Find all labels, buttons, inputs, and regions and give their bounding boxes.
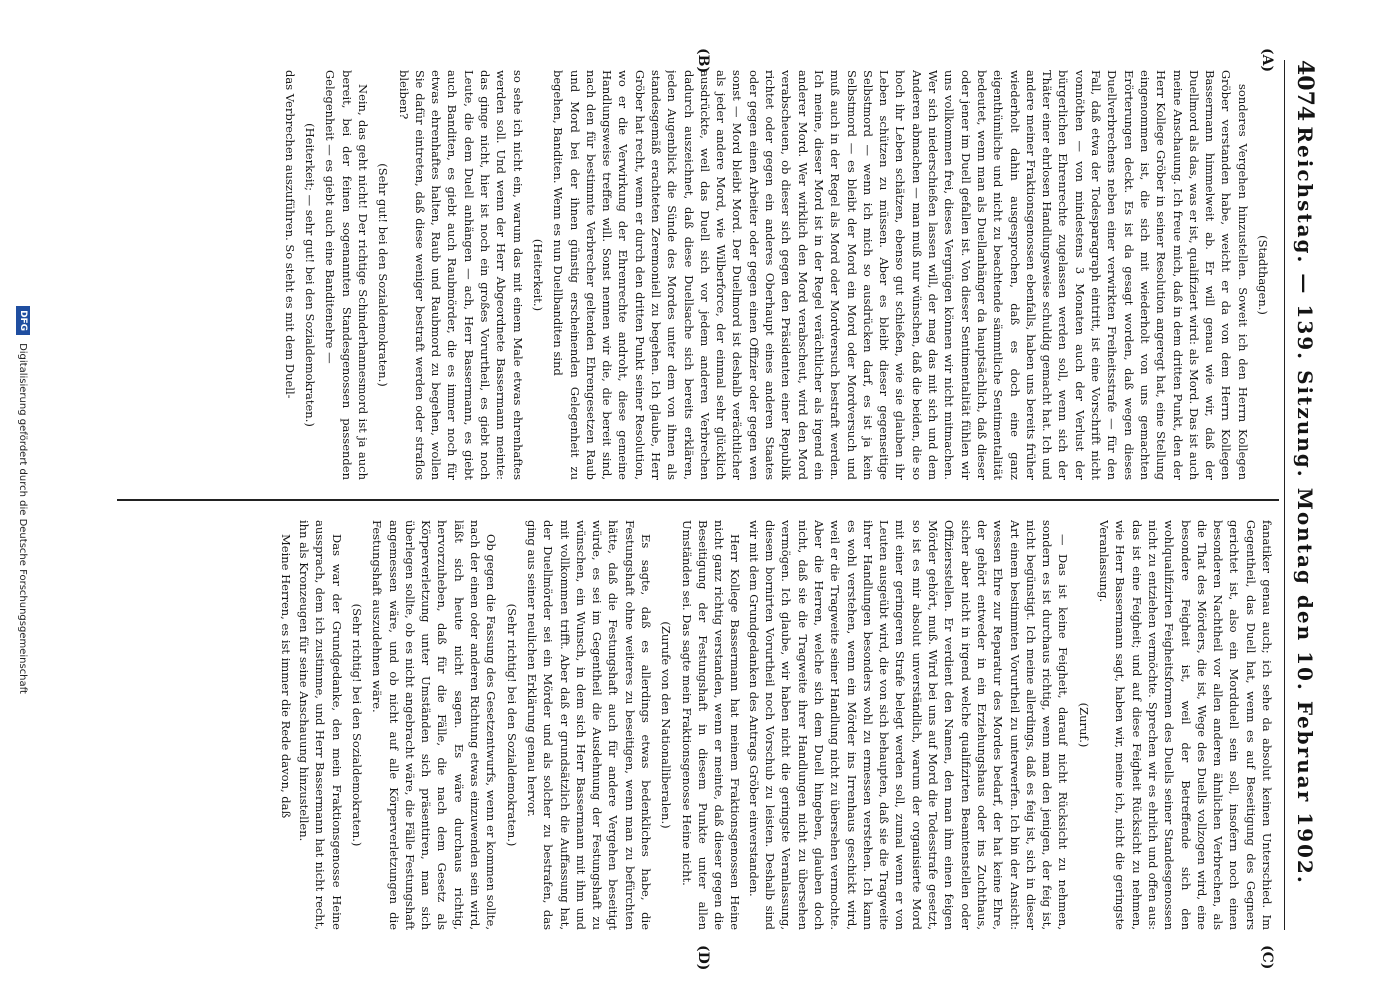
interjection: (Zurufe von den Nationalliberalen.) [659, 621, 674, 829]
paragraph: fanatiker genau auch; ich sehe da absolut keinen Unterschied. Im Gegentheil, das Duell hat, wenn es auf Beseitigung des Gegners gerichtet ist, also ein Mordduell sein soll, insofern noch einen besonderen Nachtheil vor allen anderen ähnlichen Verbrechen, als die That des Mörders, die ist, Wege des Duells vollzogen wird, eine besondere Feigheit ist, weil der Betreffende sich den wohlqualifizirten Feigheitsformen des Duells seiner Standesgenossen nicht zu entziehen vermöchte. Sprechen wir es ehrlich und offen aus: das ist eine Feigheit; und auf diese Feigheit Rücksicht zu nehmen, wie Herr Bassermann sagt, haben wir, meine ich, nicht die geringste Veranlassung. [1097, 520, 1274, 930]
page-title: Reichstag. — 139. Sitzung. Montag den 10. Februar 1902. [1293, 126, 1317, 885]
left-column [125, 70, 1275, 480]
interjection: (Sehr richtig! bei den Sozialdemokraten.) [504, 603, 519, 847]
margin-marker-a: (A) [1259, 48, 1275, 73]
margin-marker-c: (C) [1259, 945, 1275, 970]
right-column [125, 520, 1275, 930]
interjection: (Heiterkeit.) [530, 238, 545, 312]
paragraph: das Verbrechen auszuführen. So steht es mit dem Duell- [282, 70, 297, 399]
paragraph: Ob gegen die Fassung des Gesetzentwurfs, wenn er kommen sollte, nach der einen oder anderen Richtung etwas einzuwenden sein wird, läßt sich heute nicht sagen. Es wäre durchaus richtig, hervorzuheben, daß für die Fälle, die nach dem Gesetz als Körperverletzung unter Umständen sich präsentiren, man sich überlegen sollte, ob es nicht angebracht wäre, die Fälle Festungshaft angemessen wäre, und ob nicht auf alle Körperverletzungen die Festungshaft auszudehnen wäre. [370, 520, 499, 930]
paragraph: Meine Herren, es ist immer die Rede davon, daß [278, 534, 293, 819]
page-header [1284, 60, 1325, 930]
interjection: (Zuruf.) [1076, 702, 1091, 748]
interjection: (Sehr richtig! bei den Sozialdemokraten.) [349, 603, 364, 847]
paragraph: Nein, das geht nicht! Der richtige Schinderhannesmord ist ja auch bereit, bei der feinen sogenannten Standesgenossen passenden Gelegenheit — es giebt auch eine Banditenehre — [323, 70, 370, 480]
interjection: (Sehr gut! bei den Sozialdemokraten.) [376, 163, 391, 387]
dfg-logo: DFG [16, 306, 30, 335]
digitization-credit: Digitalisierung gefördert durch die Deutsche Forschungsgemeinschaft [17, 343, 29, 694]
margin-marker-b: (B) [695, 48, 711, 74]
digitization-footer [8, 0, 38, 1000]
paragraph: Das war der Grundgedanke, den mein Fraktionsgenosse Heine aussprach, dem ich zustimme, und Herr Bassermann hat nicht recht, ihn als Kronzeugen für seine Anschauung hinzustellen. [297, 520, 344, 930]
margin-marker-d: (D) [695, 945, 711, 971]
speaker-label: (Stadthagen.) [1256, 235, 1270, 315]
paragraph: Es sagte, daß es allerdings etwas bedenkliches habe, die Festungshaft ohne weiteres zu beseitigen, wenn man zu befürchten hätte, daß die Festungshaft auch für andere Vergehen beseitigt würde, es sei im Gegentheil die Ausdehnung der Festungshaft zu wünschen, ein Wunsch, in dem sich Herr Bassermann mit ihm und mit vollkommen trifft. Aber daß er grundsätzlich die Auffassung hat, der Duellmörder sei ein Mörder und als solcher zu bestrafen, das ging aus seiner neulichen Erklärung genau hervor. [524, 520, 654, 930]
paragraph: sonderes Vergehen hinzustellen. Soweit ich den Herrn Kollegen Gröber verstanden habe, weicht er da von dem Herrn Kollegen Bassermann himmelweit ab. Er will genau wie wir, daß der Duellmord als das, was er ist, qualifiziert wird: als Mord. Das ist auch meine Anschauung. Ich freue mich, daß in dem dritten Punkt, den der Herr Kollege Gröber in seiner Resolution angeregt hat, eine Stellung eingenommen ist, die sich mit wiederholt von uns gemachten Erörterungen deckt. Es ist da gesagt worden, daß wegen dieses Duellverbrechens neben einer verwirkten Freiheitsstrafe — für den Fall, daß etwa der Todesparagraph eintritt, ist eine Vorschrift nicht vonnöthen — von mindestens 3 Monaten auch der Verlust der bürgerlichen Ehrenrechte zugelassen werden soll, wenn sich der Thäter einer ehrlosen Handlungsweise schuldig gemacht hat. Ich und andere meiner Fraktionsgenossen ebenfalls, haben uns bereits früher wiederholt dahin ausgesprochen, daß es doch eine ganz eigenthümliche und nicht zu beachtende sämmtliche Sentimentalität bedeutet, wenn man als Duellanhänger da hauptsächlich, daß dieser oder jener im Duell gefallen ist. Von dieser Sentimentalität fühlen wir uns vollkommen frei, dieses Vergnügen können wir nicht mitmachen. Wer sich niederschießen lassen will, der mag das mit sich und dem Anderen abmachen — man muß nur wünschen, daß die beiden, die so hoch ihr Leben schätzen, ebenso gut schießen, wie sie glauben ihr Leben schützen zu müssen. Aber es bleibt dieser gegenseitige Selbstmord — wenn ich mich so ausdrücken darf, es ist ja kein Selbstmord — es bleibt der Mord ein Mord oder Mordversuch und muß auch in der Regel als Mord oder Mordversuch bestraft werden. Ich meine, dieser Mord ist in der Regel verächtlicher als irgend ein anderer Mord. Wer wirklich den Mord verabscheut, wird den Mord verabscheuen, ob dieser sich gegen den Präsidenten einer Republik richtet oder gegen ein anderes Oberhaupt eines anderen Staates oder gegen einen Arbeiter oder gegen einen Offizier oder gegen wen sonst — Mord bleibt Mord. Der Duellmord ist deshalb verächtlicher als jeder andere Mord, wie Wilberforce, der einmal sehr glücklich ausdrückte, weil das Duell sich vor jedem anderen Verbrechen dadurch auszeichnet, daß diese Duellsache sich bereits erklären, jeden Augenblick die Sünde des Mordes unter dem von ihnen als standesgemäß erachteten Zeremoniell zu begehen. Ich glaube, Herr Gröber hat recht, wenn er durch den dritten Punkt seiner Resolution, wo er die Verwirkung der Ehrenrechte androht, diese gemeine Handlungsweise treffen will. Sonst nennen wir die, die bereit sind, nach den für bestimmte Verbrecher geltenden Ehrengesetzen Raub und Mord bei der ihnen günstig erscheinenden Gelegenheit zu begehen, Banditen. Wenn es nun Duellbanditen sind [551, 70, 1250, 480]
column-divider [117, 499, 1279, 501]
page-number: 4074 [1292, 60, 1318, 122]
interjection: (Heiterkeit; — sehr gut! bei den Sozialdemokraten.) [303, 123, 318, 427]
paragraph: Herr Kollege Bassermann hat meinem Fraktionsgenossen Heine nicht ganz richtig verstanden, wenn er meinte, daß dieser gegen die Beseitigung der Festungshaft in diesem Punkte unter allen Umständen sei. Das sagte mein Fraktionsgenosse Heine nicht. [679, 520, 743, 930]
paragraph: so sehe ich nicht ein, warum das mit einem Male etwas ehrenhaftes werden soll. Und wenn der Herr Abgeordnete Bassermann meinte: das ginge nicht, hier ist noch ein großes Vorurtheil, es giebt noch Leute, die dem Duell anhängen — ach, Herr Bassermann, es giebt auch Banditen, es giebt auch Raubmörder, die es immer noch für etwas ehrenhaftes halten, Raub und Raubmord zu begehen, wollen Sie dafür eintreten, daß diese weniger bestraft werden oder straflos bleiben? [396, 70, 525, 480]
paragraph: — Das ist keine Feigheit, darauf nicht Rücksicht zu nehmen, sondern es ist durchaus richtig, wenn man den jenigen, der feig ist, nicht begünstigt. Ich meine allerdings, daß es feig ist, sich in dieser Art einem bestimmten Vorurtheil zu unterwerfen. Ich bin der Ansicht: wessen Ehre zur Reparatur des Mordes bedarf, der hat keine Ehre, der gehört entweder in ein Erziehungshaus oder ins Zuchthaus, sicher aber nicht in irgend welche qualifizirten Beamtenstellen oder Offiziersstellen. Er verdient den Namen, den man ihm einen feigen Mörder gehört, muß. Wird bei uns auf Mord die Todesstrafe gesetzt, so ist es mir absolut unverständlich, warum der organisierte Mord mit einer geringeren Strafe belegt werden soll, zumal wenn er von Leuten ausgeübt wird, die von sich behaupten, daß sie die Tragweite ihrer Handlungen besonders wohl zu ermessen verstehen. Ich kann es wohl verstehen, wenn ein Mörder ins Irrenhaus geschickt wird, weil er die Tragweite seiner Handlung nicht zu übersehen vermochte. Aber die Herren, welche sich dem Duell hingeben, glauben doch nicht, daß sie die Tragweite ihrer Handlungen nicht zu übersehen vermögen. Ich glaube, wir haben nicht die geringste Veranlassung, diesem bornirten Vorurtheil noch Vorschub zu leisten. Deshalb sind wir mit dem Grundgedanken des Antrags Gröber einverstanden. [746, 520, 1071, 930]
